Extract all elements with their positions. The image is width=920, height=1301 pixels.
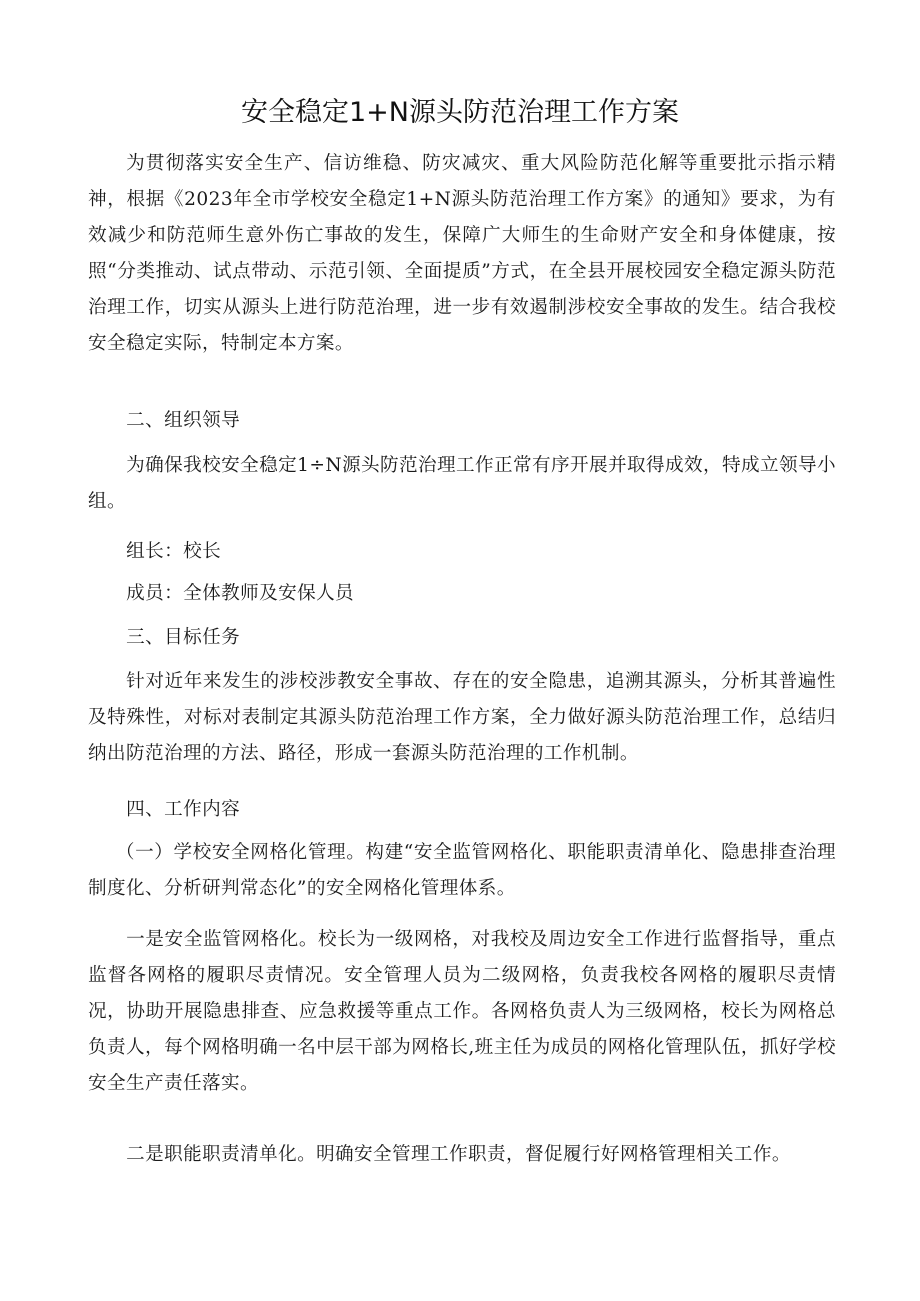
intro-paragraph: 为贯彻落实安全生产、信访维稳、防灾减灾、重大风险防范化解等重要批示指示精神，根据《2023年全市学校安全稳定1+N源头防范治理工作方案》的通知》要求，为有效减少和防范师生意外伤亡事故的发生，保障广大师生的生命财产安全和身体健康，按照“分类推动、试点带动、示范引领、全面提质”方式，在全县开展校园安全稳定源头防范治理工作，切实从源头上进行防范治理，进一步有效遏制涉校安全事故的发生。结合我校安全稳定实际，特制定本方案。 [88,153,836,354]
team-members-line: 成员：全体教师及安保人员 [126,583,355,604]
responsibility-list-paragraph: 二是职能职责清单化。明确安全管理工作职责，督促履行好网格管理相关工作。 [126,1144,791,1165]
team-leader-line: 组长：校长 [126,541,222,562]
section-heading-goals: 三、目标任务 [126,627,241,648]
section-heading-organization: 二、组织领导 [126,410,241,431]
grid-management-paragraph: （一）学校安全网格化管理。构建“安全监管网格化、职能职责清单化、隐患排查治理制度化、分析研判常态化”的安全网格化管理体系。 [88,842,836,899]
goals-paragraph: 针对近年来发生的涉校涉教安全事故、存在的安全隐患，追溯其源头，分析其普遍性及特殊性，对标对表制定其源头防范治理工作方案，全力做好源头防范治理工作，总结归纳出防范治理的方法、路径，形成一套源头防范治理的工作机制。 [88,671,836,764]
grid-supervision-paragraph: 一是安全监管网格化。校长为一级网格，对我校及周边安全工作进行监督指导，重点监督各网格的履职尽责情况。安全管理人员为二级网格，负责我校各网格的履职尽责情况，协助开展隐患排查、应急救援等重点工作。各网格负责人为三级网格，校长为网格总负责人，每个网格明确一名中层干部为网格长,班主任为成员的网格化管理队伍，抓好学校安全生产责任落实。 [88,929,836,1094]
section-heading-work-content: 四、工作内容 [126,799,241,820]
organization-paragraph: 为确保我校安全稳定1÷N源头防范治理工作正常有序开展并取得成效，特成立领导小组。 [88,455,836,512]
document-title: 安全稳定1+N源头防范治理工作方案 [241,97,679,128]
